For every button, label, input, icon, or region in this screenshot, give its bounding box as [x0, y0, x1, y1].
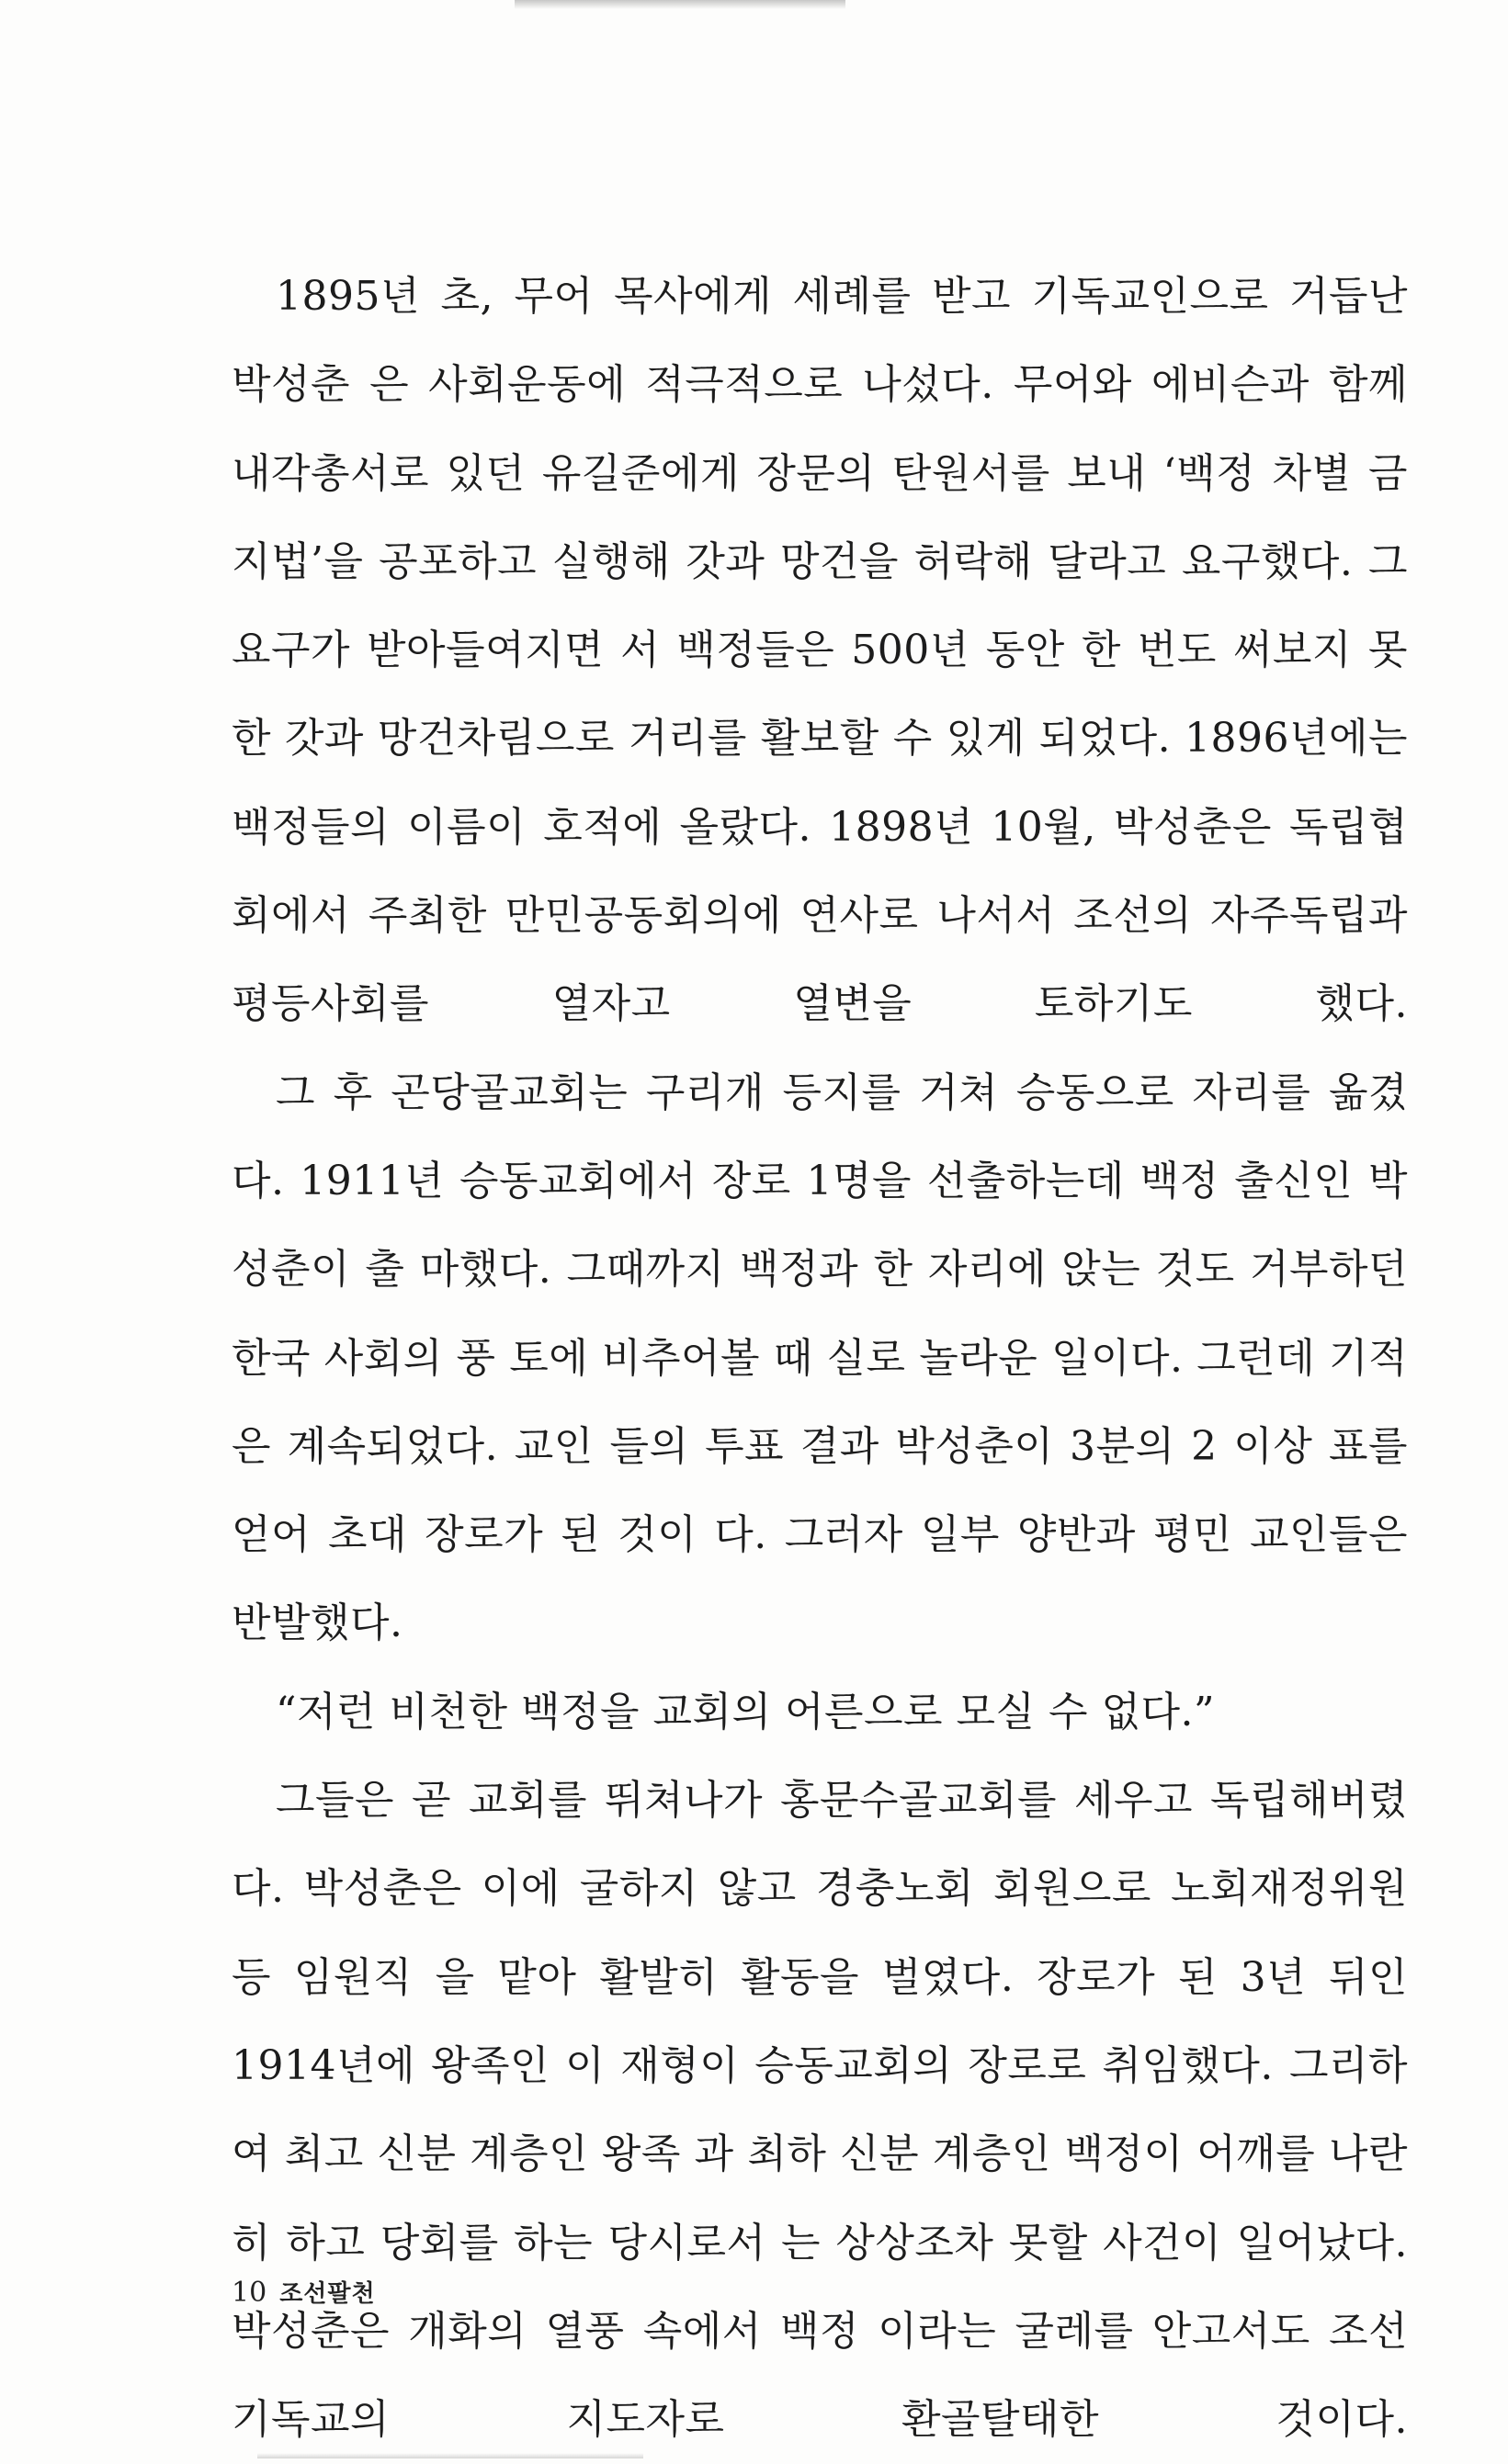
text-line: 토에 비추어볼 때 실로 놀라운 일이다. 그런데 기적은 계속되었다. 교인 — [232, 1334, 1409, 1470]
text-line: 서 백정들은 500년 동안 한 번도 써보지 못한 갓과 망건차림으로 거리를 — [232, 627, 1408, 763]
text-line: 들의 투표 결과 박성춘이 3분의 2 이상 표를 얻어 초대 장로가 된 것이 — [232, 1422, 1408, 1559]
text-line: 다. 그러자 일부 양반과 평민 교인들은 반발했다. — [232, 1511, 1408, 1647]
text-line: 이라는 굴레를 안고서도 조선 기독교의 지도자로 환골탈태한 것이다. — [232, 2307, 1408, 2444]
running-title: 조선팔천 — [279, 2280, 376, 2308]
text-line: 는 상상조차 못할 사건이 일어났다. 박성춘은 개화의 열풍 속에서 백정 — [232, 2219, 1408, 2355]
text-line: 나서서 조선의 자주독립과 평등사회를 열자고 열변을 토하기도 했다. — [232, 892, 1408, 1028]
paragraph-1 — [232, 253, 1408, 1049]
text-line: 그 후 곤당골교회는 구리개 등지를 거쳐 승동으로 자리를 옮겼다. — [232, 1068, 1408, 1204]
paragraph-2 — [232, 1049, 1408, 1668]
scan-edge-top — [515, 0, 845, 9]
text-line: 마했다. 그때까지 백정과 한 자리에 앉는 것도 거부하던 한국 사회의 풍 — [232, 1246, 1408, 1382]
text-line: 박성춘은 이에 굴하지 않고 경충노회 회원으로 노회재정위원 등 임원직 — [232, 1865, 1408, 2001]
paragraph-4 — [232, 1757, 1408, 2464]
text-line: 1898년 10월, 박성춘은 독립협회에서 주최한 만민공동회의에 연사로 — [232, 803, 1408, 940]
page-footer — [232, 2275, 376, 2309]
text-line: 있던 유길준에게 장문의 탄원서를 보내 ‘백정 차별 금지법’을 공포하고 — [232, 449, 1408, 585]
text-line: 1895년 초, 무어 목사에게 세례를 받고 기독교인으로 거듭난 박성춘 — [232, 273, 1408, 409]
paragraph-3-quote — [232, 1668, 1408, 1757]
text-line: 과 최하 신분 계층인 백정이 어깨를 나란히 하고 당회를 하는 당시로서 — [232, 2131, 1408, 2266]
text-line: 재형이 승동교회의 장로로 취임했다. 그리하여 최고 신분 계층인 왕족 — [232, 2041, 1408, 2178]
text-line: 을 맡아 활발히 활동을 벌였다. 장로가 된 3년 뒤인 1914년에 왕족인 이 — [232, 1953, 1408, 2089]
text-line: 실행해 갓과 망건을 허락해 달라고 요구했다. 그 요구가 받아들여지면 — [232, 537, 1409, 674]
quote-line: “저런 비천한 백정을 교회의 어른으로 모실 수 없다.” — [276, 1688, 1215, 1735]
page-number: 10 — [232, 2277, 267, 2309]
page-body — [232, 253, 1408, 2464]
text-line: 활보할 수 있게 되었다. 1896년에는 백정들의 이름이 호적에 올랐다. — [232, 715, 1408, 851]
scan-edge-bottom — [257, 2453, 643, 2458]
text-line: 1911년 승동교회에서 장로 1명을 선출하는데 백정 출신인 박성춘이 출 — [232, 1157, 1408, 1294]
text-line: 그들은 곧 교회를 뛰쳐나가 홍문수골교회를 세우고 독립해버렸다. — [232, 1777, 1408, 1913]
text-line: 은 사회운동에 적극적으로 나섰다. 무어와 에비슨과 함께 내각총서로 — [232, 361, 1408, 497]
